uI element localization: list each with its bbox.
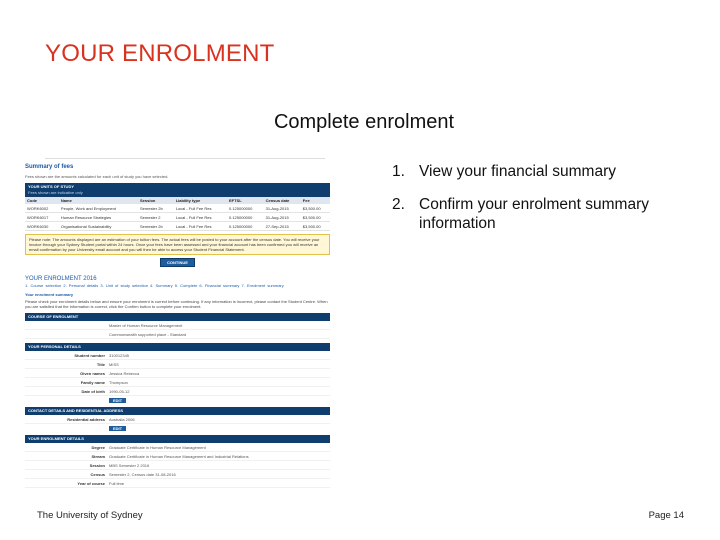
cell: Local - Full Fee Res — [174, 213, 227, 222]
enrolment-title: YOUR ENROLMENT 2016 — [25, 276, 97, 282]
cell: Semester 2b — [138, 222, 174, 231]
continue-row — [25, 258, 330, 267]
cell: $3,500.00 — [301, 204, 330, 213]
step-number: 1. — [392, 163, 405, 180]
cell: 31-Aug-2015 — [264, 204, 301, 213]
cell: 0.125000000 — [227, 222, 264, 231]
cell: 0.125000000 — [227, 213, 264, 222]
fees-heading: Summary of fees — [25, 164, 74, 170]
edit-contact-button[interactable]: EDIT — [109, 426, 126, 431]
table-row — [25, 222, 330, 231]
enrolment-details-bar: YOUR ENROLMENT DETAILS — [25, 435, 330, 443]
cell: 0.125000000 — [227, 204, 264, 213]
cell: Local - Full Fee Res — [174, 204, 227, 213]
enrolment-screenshot — [25, 158, 330, 488]
continue-button[interactable]: CONTINUE — [160, 258, 195, 267]
course-panel — [25, 313, 330, 339]
step-number: 2. — [392, 196, 405, 213]
step-item — [392, 162, 707, 181]
cell: 27-Sep-2015 — [264, 222, 301, 231]
cell: $3,500.00 — [301, 213, 330, 222]
summary-heading: Your enrolment summary — [25, 292, 74, 297]
table-header-row — [25, 197, 330, 204]
cell[interactable]: WORK6030 — [25, 222, 59, 231]
detail-row: Degree Graduate Certificate in Human Resource Management — [25, 443, 330, 452]
detail-row: Given names Jessica Rebecca — [25, 369, 330, 378]
contact-panel — [25, 407, 330, 431]
slide-subtitle: Complete enrolment — [273, 111, 455, 133]
course-bar: COURSE OF ENROLMENT — [25, 313, 330, 321]
edit-personal-button[interactable]: EDIT — [109, 398, 126, 403]
step-list — [392, 162, 707, 247]
personal-panel — [25, 343, 330, 403]
fees-note: Fees shown are the amounts calculated for each unit of study you have selected. — [25, 174, 169, 179]
col-fee: Fee — [301, 197, 330, 204]
cell: Organisational Sustainability — [59, 222, 138, 231]
detail-row: Date of birth 1990-05-12 — [25, 387, 330, 396]
step-item — [392, 195, 707, 233]
contact-bar: CONTACT DETAILS AND RESIDENTIAL ADDRESS — [25, 407, 330, 415]
detail-row: Census Semester 2, Census date 31-08-2016 — [25, 470, 330, 479]
detail-row: Residential address Australia 2006 — [25, 415, 330, 424]
units-bar — [25, 183, 330, 197]
cell[interactable]: WORK6017 — [25, 213, 59, 222]
cell: Semester 2 — [138, 213, 174, 222]
col-liability: Liability type — [174, 197, 227, 204]
cell: People, Work and Employment — [59, 204, 138, 213]
units-bar-subtitle: Fees shown are indicative only — [28, 190, 83, 195]
enrolment-details-panel — [25, 435, 330, 488]
detail-row: Student number 310012345 — [25, 351, 330, 360]
table-row — [25, 204, 330, 213]
cell[interactable]: WORK6002 — [25, 204, 59, 213]
fees-info-box: Please note: The amounts displayed are an estimation of your tuition fees. The actual fees will be posted to your account after the census date. You will receive your invoice through your Sydney Student portal within 24 hours. Once your fees have been assessed and your financial account has been confirmed you will receive an email confirmation by your University email account and you will then be able to access your Student Financial Statement. — [25, 234, 330, 255]
cell: $3,500.00 — [301, 222, 330, 231]
cell: Semester 2b — [138, 204, 174, 213]
detail-row: Title MISS — [25, 360, 330, 369]
edit-row — [109, 398, 330, 403]
divider — [45, 158, 325, 159]
edit-row — [109, 426, 330, 431]
summary-paragraph: Please check your enrolment details below and ensure your enrolment is correct before continuing. If any information is incorrect, please contact the Student Centre. When you are satisfied that the information is correct, click the Confirm button to complete your enrolment. — [25, 299, 328, 309]
course-line: Master of Human Resource Management — [25, 321, 330, 330]
col-census: Census date — [264, 197, 301, 204]
step-links[interactable]: 1. Course selection 2. Personal details 3. Unit of study selection 4. Summary 5. Complete 6. Financial summary 7. Enrolment summary — [25, 283, 284, 288]
detail-row: Stream Graduate Certificate in Human Resource Management and Industrial Relations — [25, 452, 330, 461]
detail-row: Session MBS Semester 2 2016 — [25, 461, 330, 470]
step-text: Confirm your enrolment summary information — [419, 196, 649, 232]
footer-page-number: Page 14 — [648, 510, 684, 521]
col-name: Name — [59, 197, 138, 204]
course-line: Commonwealth supported place - Standard — [25, 330, 330, 339]
detail-row: Year of course Full time — [25, 479, 330, 488]
col-eftsl: EFTSL — [227, 197, 264, 204]
units-bar-title: YOUR UNITS OF STUDY — [28, 184, 75, 189]
personal-bar: YOUR PERSONAL DETAILS — [25, 343, 330, 351]
step-text: View your financial summary — [419, 163, 616, 180]
footer-university: The University of Sydney — [37, 510, 143, 521]
table-row — [25, 213, 330, 222]
slide-title: YOUR ENROLMENT — [45, 40, 275, 67]
cell: 31-Aug-2015 — [264, 213, 301, 222]
units-table — [25, 197, 330, 231]
col-code: Code — [25, 197, 59, 204]
detail-row: Family name Thompson — [25, 378, 330, 387]
cell: Human Resource Strategies — [59, 213, 138, 222]
cell: Local - Full Fee Res — [174, 222, 227, 231]
col-session: Session — [138, 197, 174, 204]
